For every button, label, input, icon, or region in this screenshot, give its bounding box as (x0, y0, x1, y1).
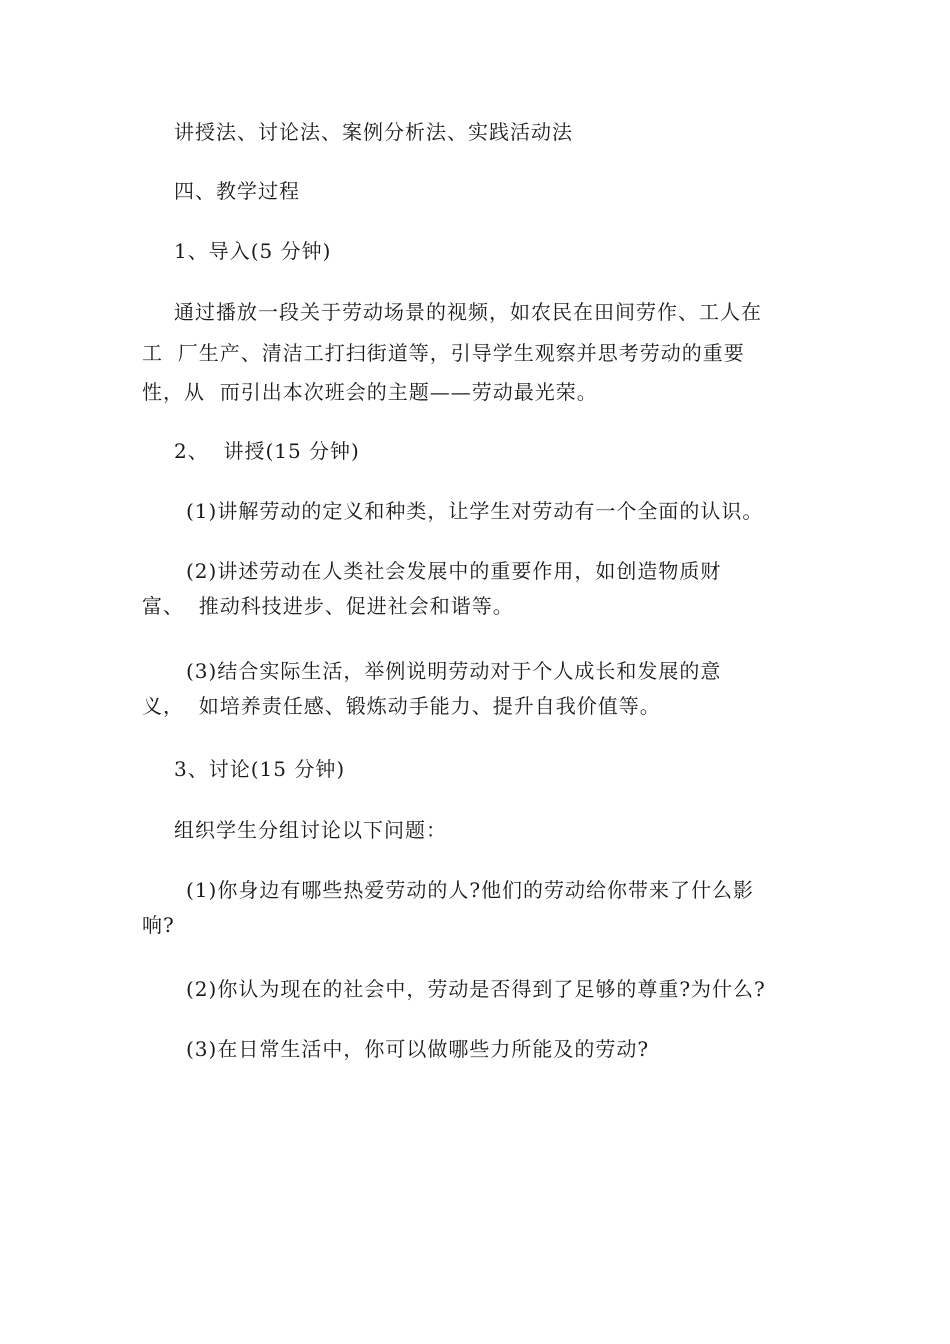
step-3-question-1-line-1: (1)你身边有哪些热爱劳动的人?他们的劳动给你带来了什么影 (186, 878, 755, 902)
step-3-question-2: (2)你认为现在的社会中，劳动是否得到了足够的尊重?为什么? (186, 977, 766, 1001)
step-3-question-1-line-2: 响? (142, 913, 175, 937)
step-2-item-3-line-1: (3)结合实际生活，举例说明劳动对于个人成长和发展的意 (186, 659, 722, 683)
step-1-paragraph-line-2: 工 厂生产、清洁工打扫街道等，引导学生观察并思考劳动的重要 (142, 341, 745, 365)
step-2-item-1: (1)讲解劳动的定义和种类，让学生对劳动有一个全面的认识。 (186, 499, 764, 523)
step-2-item-2-line-1: (2)讲述劳动在人类社会发展中的重要作用，如创造物质财 (186, 559, 722, 583)
step-2-item-3-line-2: 义， 如培养责任感、锻炼动手能力、提升自我价值等。 (142, 694, 661, 718)
step-3-question-3: (3)在日常生活中，你可以做哪些力所能及的劳动? (186, 1037, 650, 1061)
step-1-paragraph-line-3: 性，从 而引出本次班会的主题——劳动最光荣。 (142, 380, 598, 404)
step-1-heading: 1、导入(5 分钟) (174, 239, 332, 263)
section-heading-teaching-process: 四、教学过程 (174, 179, 300, 203)
step-2-heading: 2、 讲授(15 分钟) (174, 439, 360, 463)
step-3-heading: 3、讨论(15 分钟) (174, 757, 346, 781)
teaching-methods-line: 讲授法、讨论法、案例分析法、实践活动法 (174, 120, 573, 144)
step-1-paragraph-line-1: 通过播放一段关于劳动场景的视频，如农民在田间劳作、工人在 (174, 300, 762, 324)
step-2-item-2-line-2: 富、 推动科技进步、促进社会和谐等。 (142, 594, 514, 618)
step-3-intro: 组织学生分组讨论以下问题： (174, 818, 447, 842)
